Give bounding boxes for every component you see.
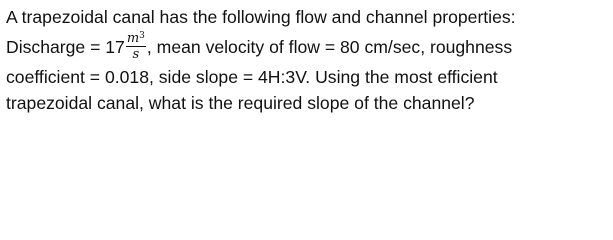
unit-numerator	[126, 32, 146, 47]
discharge-unit-fraction	[126, 32, 146, 61]
problem-line-2	[6, 30, 610, 64]
problem-line-4: trapezoidal canal, what is the required slope of the channel?	[6, 93, 475, 113]
discharge-label: Discharge = 17	[6, 37, 125, 57]
problem-line-1: A trapezoidal canal has the following flow and channel properties:	[6, 7, 516, 27]
unit-numerator-exponent: 3	[139, 30, 145, 41]
velocity-roughness-text: , mean velocity of flow = 80 cm/sec, roughness	[146, 37, 513, 57]
unit-numerator-base: m	[126, 30, 140, 46]
unit-denominator: s	[132, 46, 140, 62]
problem-line-3: coefficient = 0.018, side slope = 4H:3V. Using the most efficient	[6, 67, 498, 87]
problem-statement	[6, 4, 610, 116]
